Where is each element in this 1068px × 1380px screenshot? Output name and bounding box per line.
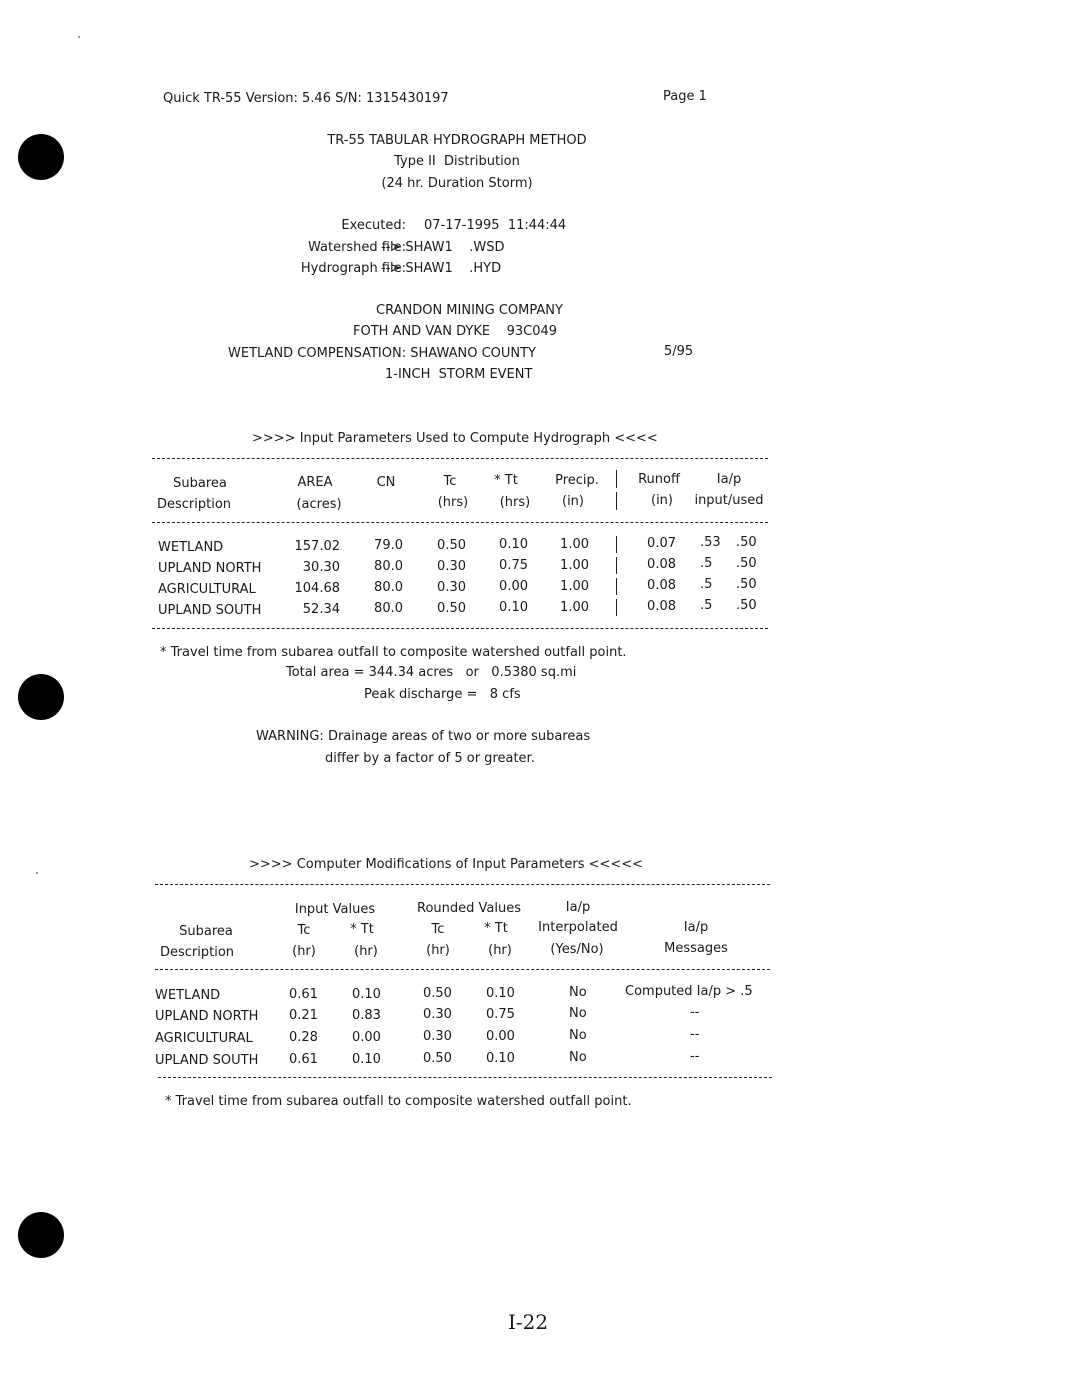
col-header-cn: CN	[376, 475, 396, 490]
iap-input: .5	[700, 577, 713, 592]
subarea-name: AGRICULTURAL	[155, 1031, 253, 1046]
runoff-value: 0.07	[647, 536, 676, 551]
page-label: Page 1	[663, 89, 707, 104]
col-header-runoff-unit: (in)	[651, 493, 673, 508]
cn-value: 79.0	[374, 538, 403, 553]
input-tt-value: 0.10	[352, 987, 381, 1002]
table-rule	[155, 884, 770, 885]
warning-line-1: WARNING: Drainage areas of two or more subareas	[256, 729, 591, 744]
tt-value: 0.10	[499, 537, 528, 552]
table-rule	[152, 458, 768, 459]
report-title: TR-55 TABULAR HYDROGRAPH METHOD	[327, 133, 587, 148]
col-header-subarea: Subarea	[173, 476, 227, 491]
iap-used: .50	[736, 535, 757, 550]
punch-hole-top	[18, 134, 64, 180]
col-header-rounded-tc: Tc	[431, 922, 445, 937]
col-header-interpolated-unit: (Yes/No)	[550, 942, 604, 957]
col-header-precip: Precip.	[555, 473, 599, 488]
warning-line-2: differ by a factor of 5 or greater.	[325, 751, 535, 766]
precip-value: 1.00	[560, 579, 589, 594]
col-header-input-tt: * Tt	[350, 922, 374, 937]
punch-hole-bottom	[18, 1212, 64, 1258]
consulting-firm: FOTH AND VAN DYKE 93C049	[353, 324, 558, 339]
col-header-tt: * Tt	[494, 473, 518, 488]
col-header-tc: Tc	[443, 474, 457, 489]
rounded-tt-value: 0.75	[486, 1007, 515, 1022]
input-tt-value: 0.00	[352, 1030, 381, 1045]
cn-value: 80.0	[374, 559, 403, 574]
input-tc-value: 0.28	[289, 1030, 318, 1045]
col-header-runoff: Runoff	[638, 472, 680, 487]
cn-value: 80.0	[374, 601, 403, 616]
distribution-type: Type II Distribution	[394, 154, 520, 169]
scan-speck	[78, 36, 80, 38]
total-area: Total area = 344.34 acres or 0.5380 sq.mi	[286, 665, 577, 680]
interpolated-value: No	[569, 985, 587, 1000]
iap-used: .50	[736, 556, 757, 571]
table-rule	[152, 628, 768, 629]
col-header-messages: Messages	[664, 941, 728, 956]
iap-input: .53	[700, 535, 721, 550]
iap-used: .50	[736, 598, 757, 613]
tt-value: 0.10	[499, 600, 528, 615]
column-separator	[616, 536, 617, 553]
input-tt-value: 0.83	[352, 1008, 381, 1023]
table-rule	[152, 522, 768, 523]
precip-value: 1.00	[560, 537, 589, 552]
col-header-tc-unit: (hrs)	[437, 495, 469, 510]
col-header-area: AREA	[297, 475, 333, 490]
runoff-value: 0.08	[647, 599, 676, 614]
column-separator	[616, 599, 617, 616]
input-tc-value: 0.61	[289, 1052, 318, 1067]
column-separator	[616, 578, 617, 595]
precip-value: 1.00	[560, 558, 589, 573]
input-table-title: >>>> Input Parameters Used to Compute Hydrograph <<<<	[252, 431, 658, 446]
subarea-name: UPLAND SOUTH	[155, 1053, 259, 1068]
col-header-input-tt-unit: (hr)	[354, 944, 378, 959]
group-header-rounded-values: Rounded Values	[417, 901, 521, 916]
rounded-tt-value: 0.10	[486, 1051, 515, 1066]
col-header-input-tc-unit: (hr)	[292, 944, 316, 959]
storm-event: 1-INCH STORM EVENT	[385, 367, 533, 382]
rounded-tc-value: 0.50	[423, 986, 452, 1001]
iap-input: .5	[700, 556, 713, 571]
rounded-tc-value: 0.30	[423, 1007, 452, 1022]
iap-message: Computed Ia/p > .5	[625, 984, 753, 999]
precip-value: 1.00	[560, 600, 589, 615]
col-header-messages-iap: Ia/p	[683, 920, 709, 935]
interpolated-value: No	[569, 1028, 587, 1043]
executed-value: 07-17-1995 11:44:44	[424, 218, 567, 233]
tc-value: 0.50	[437, 601, 466, 616]
subarea-name: UPLAND NORTH	[155, 1009, 259, 1024]
storm-duration: (24 hr. Duration Storm)	[381, 176, 533, 191]
iap-message: --	[690, 1005, 700, 1020]
runoff-value: 0.08	[647, 557, 676, 572]
punch-hole-middle	[18, 674, 64, 720]
peak-discharge: Peak discharge = 8 cfs	[364, 687, 521, 702]
group-header-iap: Ia/p	[565, 900, 591, 915]
input-tc-value: 0.61	[289, 987, 318, 1002]
column-separator	[616, 470, 617, 488]
col-header-input-tc: Tc	[297, 923, 311, 938]
cn-value: 80.0	[374, 580, 403, 595]
input-tc-value: 0.21	[289, 1008, 318, 1023]
area-value: 52.34	[302, 602, 340, 617]
project-date: 5/95	[664, 344, 694, 359]
table-rule	[155, 969, 770, 970]
area-value: 30.30	[302, 560, 340, 575]
col-header-rounded-tc-unit: (hr)	[426, 943, 450, 958]
interpolated-value: No	[569, 1006, 587, 1021]
scan-speck	[36, 872, 38, 874]
subarea-name: UPLAND SOUTH	[158, 603, 262, 618]
iap-used: .50	[736, 577, 757, 592]
page-number: I-22	[508, 1310, 549, 1334]
col-header-rounded-tt-unit: (hr)	[488, 943, 512, 958]
watershed-file-label: Watershed file:	[307, 240, 406, 255]
hydrograph-file-value: --> SHAW1 .HYD	[381, 261, 502, 276]
tc-value: 0.50	[437, 538, 466, 553]
iap-message: --	[690, 1027, 700, 1042]
tc-value: 0.30	[437, 580, 466, 595]
travel-time-footnote: * Travel time from subarea outfall to composite watershed outfall point.	[160, 645, 627, 660]
col-header-subarea: Subarea	[179, 924, 233, 939]
table-rule	[158, 1077, 772, 1078]
rounded-tc-value: 0.50	[423, 1051, 452, 1066]
mod-table-title: >>>> Computer Modifications of Input Parameters <<<<<	[249, 857, 644, 872]
subarea-name: AGRICULTURAL	[158, 582, 256, 597]
executed-label: Executed:	[341, 218, 406, 233]
iap-message: --	[690, 1049, 700, 1064]
rounded-tc-value: 0.30	[423, 1029, 452, 1044]
col-header-tt-unit: (hrs)	[499, 495, 531, 510]
subarea-name: WETLAND	[158, 540, 224, 555]
column-separator	[616, 557, 617, 574]
area-value: 104.68	[294, 581, 340, 596]
hydrograph-file-label: Hydrograph file:	[300, 261, 406, 276]
rounded-tt-value: 0.10	[486, 986, 515, 1001]
col-header-rounded-tt: * Tt	[484, 921, 508, 936]
subarea-name: UPLAND NORTH	[158, 561, 262, 576]
col-header-iap-sub: input/used	[694, 493, 764, 508]
tt-value: 0.00	[499, 579, 528, 594]
column-separator	[616, 492, 617, 510]
program-version: Quick TR-55 Version: 5.46 S/N: 1315430197	[163, 91, 449, 106]
interpolated-value: No	[569, 1050, 587, 1065]
col-header-description: Description	[160, 945, 235, 960]
tc-value: 0.30	[437, 559, 466, 574]
col-header-iap: Ia/p	[716, 472, 742, 487]
col-header-description: Description	[157, 497, 232, 512]
tt-value: 0.75	[499, 558, 528, 573]
runoff-value: 0.08	[647, 578, 676, 593]
area-value: 157.02	[294, 539, 340, 554]
col-header-interpolated: Interpolated	[538, 920, 618, 935]
watershed-file-value: --> SHAW1 .WSD	[381, 240, 505, 255]
subarea-name: WETLAND	[155, 988, 221, 1003]
col-header-area-unit: (acres)	[296, 497, 342, 512]
iap-input: .5	[700, 598, 713, 613]
company-name: CRANDON MINING COMPANY	[376, 303, 563, 318]
project-description: WETLAND COMPENSATION: SHAWANO COUNTY	[228, 346, 537, 361]
input-tt-value: 0.10	[352, 1052, 381, 1067]
group-header-input-values: Input Values	[294, 902, 376, 917]
col-header-precip-unit: (in)	[562, 494, 584, 509]
rounded-tt-value: 0.00	[486, 1029, 515, 1044]
travel-time-footnote: * Travel time from subarea outfall to composite watershed outfall point.	[165, 1094, 632, 1109]
